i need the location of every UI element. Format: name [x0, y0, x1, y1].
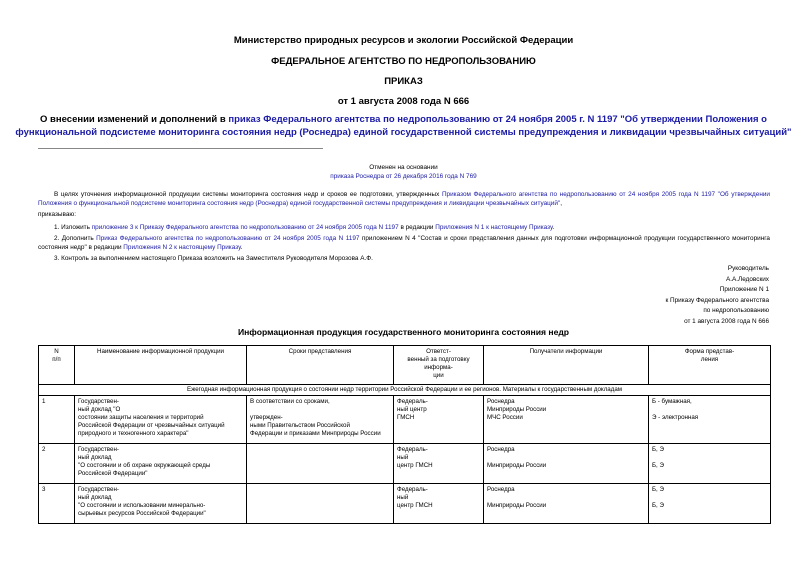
row-responsible: Федераль- ный центр ГМСН: [394, 444, 484, 484]
preamble-paragraph: [38, 190, 770, 208]
row-terms: В соответствии со сроками, утвержден- ными Правительством Российской Федерации и приказами Минприроды России: [247, 396, 394, 444]
item-1-end: .: [552, 224, 555, 231]
row-number: 1: [39, 396, 75, 444]
order-title: [0, 113, 807, 139]
order-title-prefix: О внесении изменений и дополнений в: [40, 114, 229, 125]
cancelled-note: Отменен на основании: [369, 164, 438, 171]
order-date-number: от 1 августа 2008 года N 666: [337, 96, 470, 107]
header-terms: Сроки представления: [247, 346, 394, 385]
table-row: [39, 484, 771, 524]
doc-type-heading: ПРИКАЗ: [384, 76, 423, 87]
appendix-date: от 1 августа 2008 года N 666: [684, 317, 769, 325]
row-number: 3: [39, 484, 75, 524]
amended-order-link-continued[interactable]: функциональной подсистеме мониторинга состояния недр (Роснедра) единой государственной системы предупреждения и ликвидации чрезвычайных ситуаций": [15, 127, 792, 138]
header-product-name: Наименование информационной продукции: [75, 346, 247, 385]
appendix-subsoil: по недропользованию: [703, 307, 769, 314]
preamble-text: В целях уточнения информационной продукции системы мониторинга состояния недр и сроков ее подготовки, утвержденных: [54, 191, 442, 198]
signature-block: [665, 264, 769, 327]
header-responsible: Ответст- венный за подготовку информа- ции: [394, 346, 484, 385]
item-2-text: 2. Дополнить: [54, 235, 97, 242]
header-form: Форма представ- ления: [649, 346, 771, 385]
appendix-3-link[interactable]: приложение 3 к Приказу Федерального агентства по недропользованию от 24 ноября 2005 года N 1197: [91, 224, 399, 231]
table-row: [39, 444, 771, 484]
item-2-end: .: [240, 244, 243, 251]
appendix-1-link[interactable]: Приложения N 1 к настоящему Приказу: [435, 224, 553, 231]
appendix-to-order: к Приказу Федерального агентства: [665, 296, 769, 304]
table-row: [39, 396, 771, 444]
item-3: 3. Контроль за выполнением настоящего Приказа возложить на Заместителя Руководителя Морозова А.Ф.: [54, 255, 373, 262]
item-1-text: 1. Изложить: [54, 224, 92, 231]
row-terms: [247, 484, 394, 524]
item-1: [38, 223, 770, 232]
table-header-row: [39, 346, 771, 385]
agency-heading: ФЕДЕРАЛЬНОЕ АГЕНТСТВО ПО НЕДРОПОЛЬЗОВАНИЮ: [271, 56, 536, 67]
row-product-name: Государствен- ный доклад "О состоянии и об охране окружающей среды Российской Федерации": [75, 444, 247, 484]
order-1197-link[interactable]: Приказ Федерального агентства по недропользованию от 24 ноября 2005 года N 1197: [96, 235, 360, 242]
signatory-name: А.А.Ледовских: [725, 275, 769, 283]
info-products-table: [38, 345, 771, 524]
row-terms: [247, 444, 394, 484]
amended-order-link[interactable]: приказ Федерального агентства по недропользованию от 24 ноября 2005 г. N 1197 "Об утверждении Положения о: [228, 114, 767, 125]
section-caption: Ежегодная информационная продукция о состоянии недр территории Российской Федерации и ее регионов. Материалы к государственным докладам: [39, 385, 771, 396]
appendix-label: Приложение N 1: [719, 286, 769, 293]
row-product-name: Государствен- ный доклад "О состоянии и использовании минерально- сырьевых ресурсов Российской Федерации": [75, 484, 247, 524]
row-product-name: Государствен- ный доклад "О состоянии защиты населения и территорий Российской Федерации от чрезвычайных ситуаций природного и техногенного характера": [75, 396, 247, 444]
appendix-2-link[interactable]: Приложения N 2 к настоящему Приказу: [123, 244, 241, 251]
row-recipients: Роснедра Минприроды России МЧС России: [484, 396, 649, 444]
row-recipients: Роснедра Минприроды России: [484, 444, 649, 484]
row-recipients: Роснедра Минприроды России: [484, 484, 649, 524]
row-form: Б, Э Б, Э: [649, 444, 771, 484]
table-section-row: [39, 385, 771, 396]
base-order-link[interactable]: Приказом Федерального агентства по недропользованию от 24 ноября 2005 года N 1197 "Об утверждении Положения о функциональной подсистеме мониторинга состояния недр (Роснедра) единой государственной системы предупреждения и ликвидации чрезвычайных ситуаций": [38, 191, 770, 207]
item-1-mid: в редакции: [398, 224, 436, 231]
table-title: Информационная продукция государственного мониторинга состояния недр: [237, 327, 570, 337]
item-2: [38, 234, 770, 252]
cancel-order-link[interactable]: приказа Роснедра от 26 декабря 2016 года N 769: [330, 173, 477, 180]
row-form: Б - бумажная, Э - электронная: [649, 396, 771, 444]
signatory-role: Руководитель: [727, 265, 769, 272]
row-number: 2: [39, 444, 75, 484]
order-directive: приказываю:: [38, 211, 76, 218]
header-number: N п/п: [39, 346, 75, 385]
header-recipients: Получатели информации: [484, 346, 649, 385]
row-responsible: Федераль- ный центр ГМСН: [394, 484, 484, 524]
preamble-comma: ,: [560, 200, 562, 207]
row-form: Б, Э Б, Э: [649, 484, 771, 524]
row-responsible: Федераль- ный центр ГМСН: [394, 396, 484, 444]
item-2-mid: приложением N 4 "Состав и сроки представления данных для подготовки информационной продукции государственного мониторинга состояния недр" в редакции: [38, 235, 770, 251]
ministry-heading: Министерство природных ресурсов и экологии Российской Федерации: [233, 35, 574, 46]
separator-line: [38, 148, 323, 149]
